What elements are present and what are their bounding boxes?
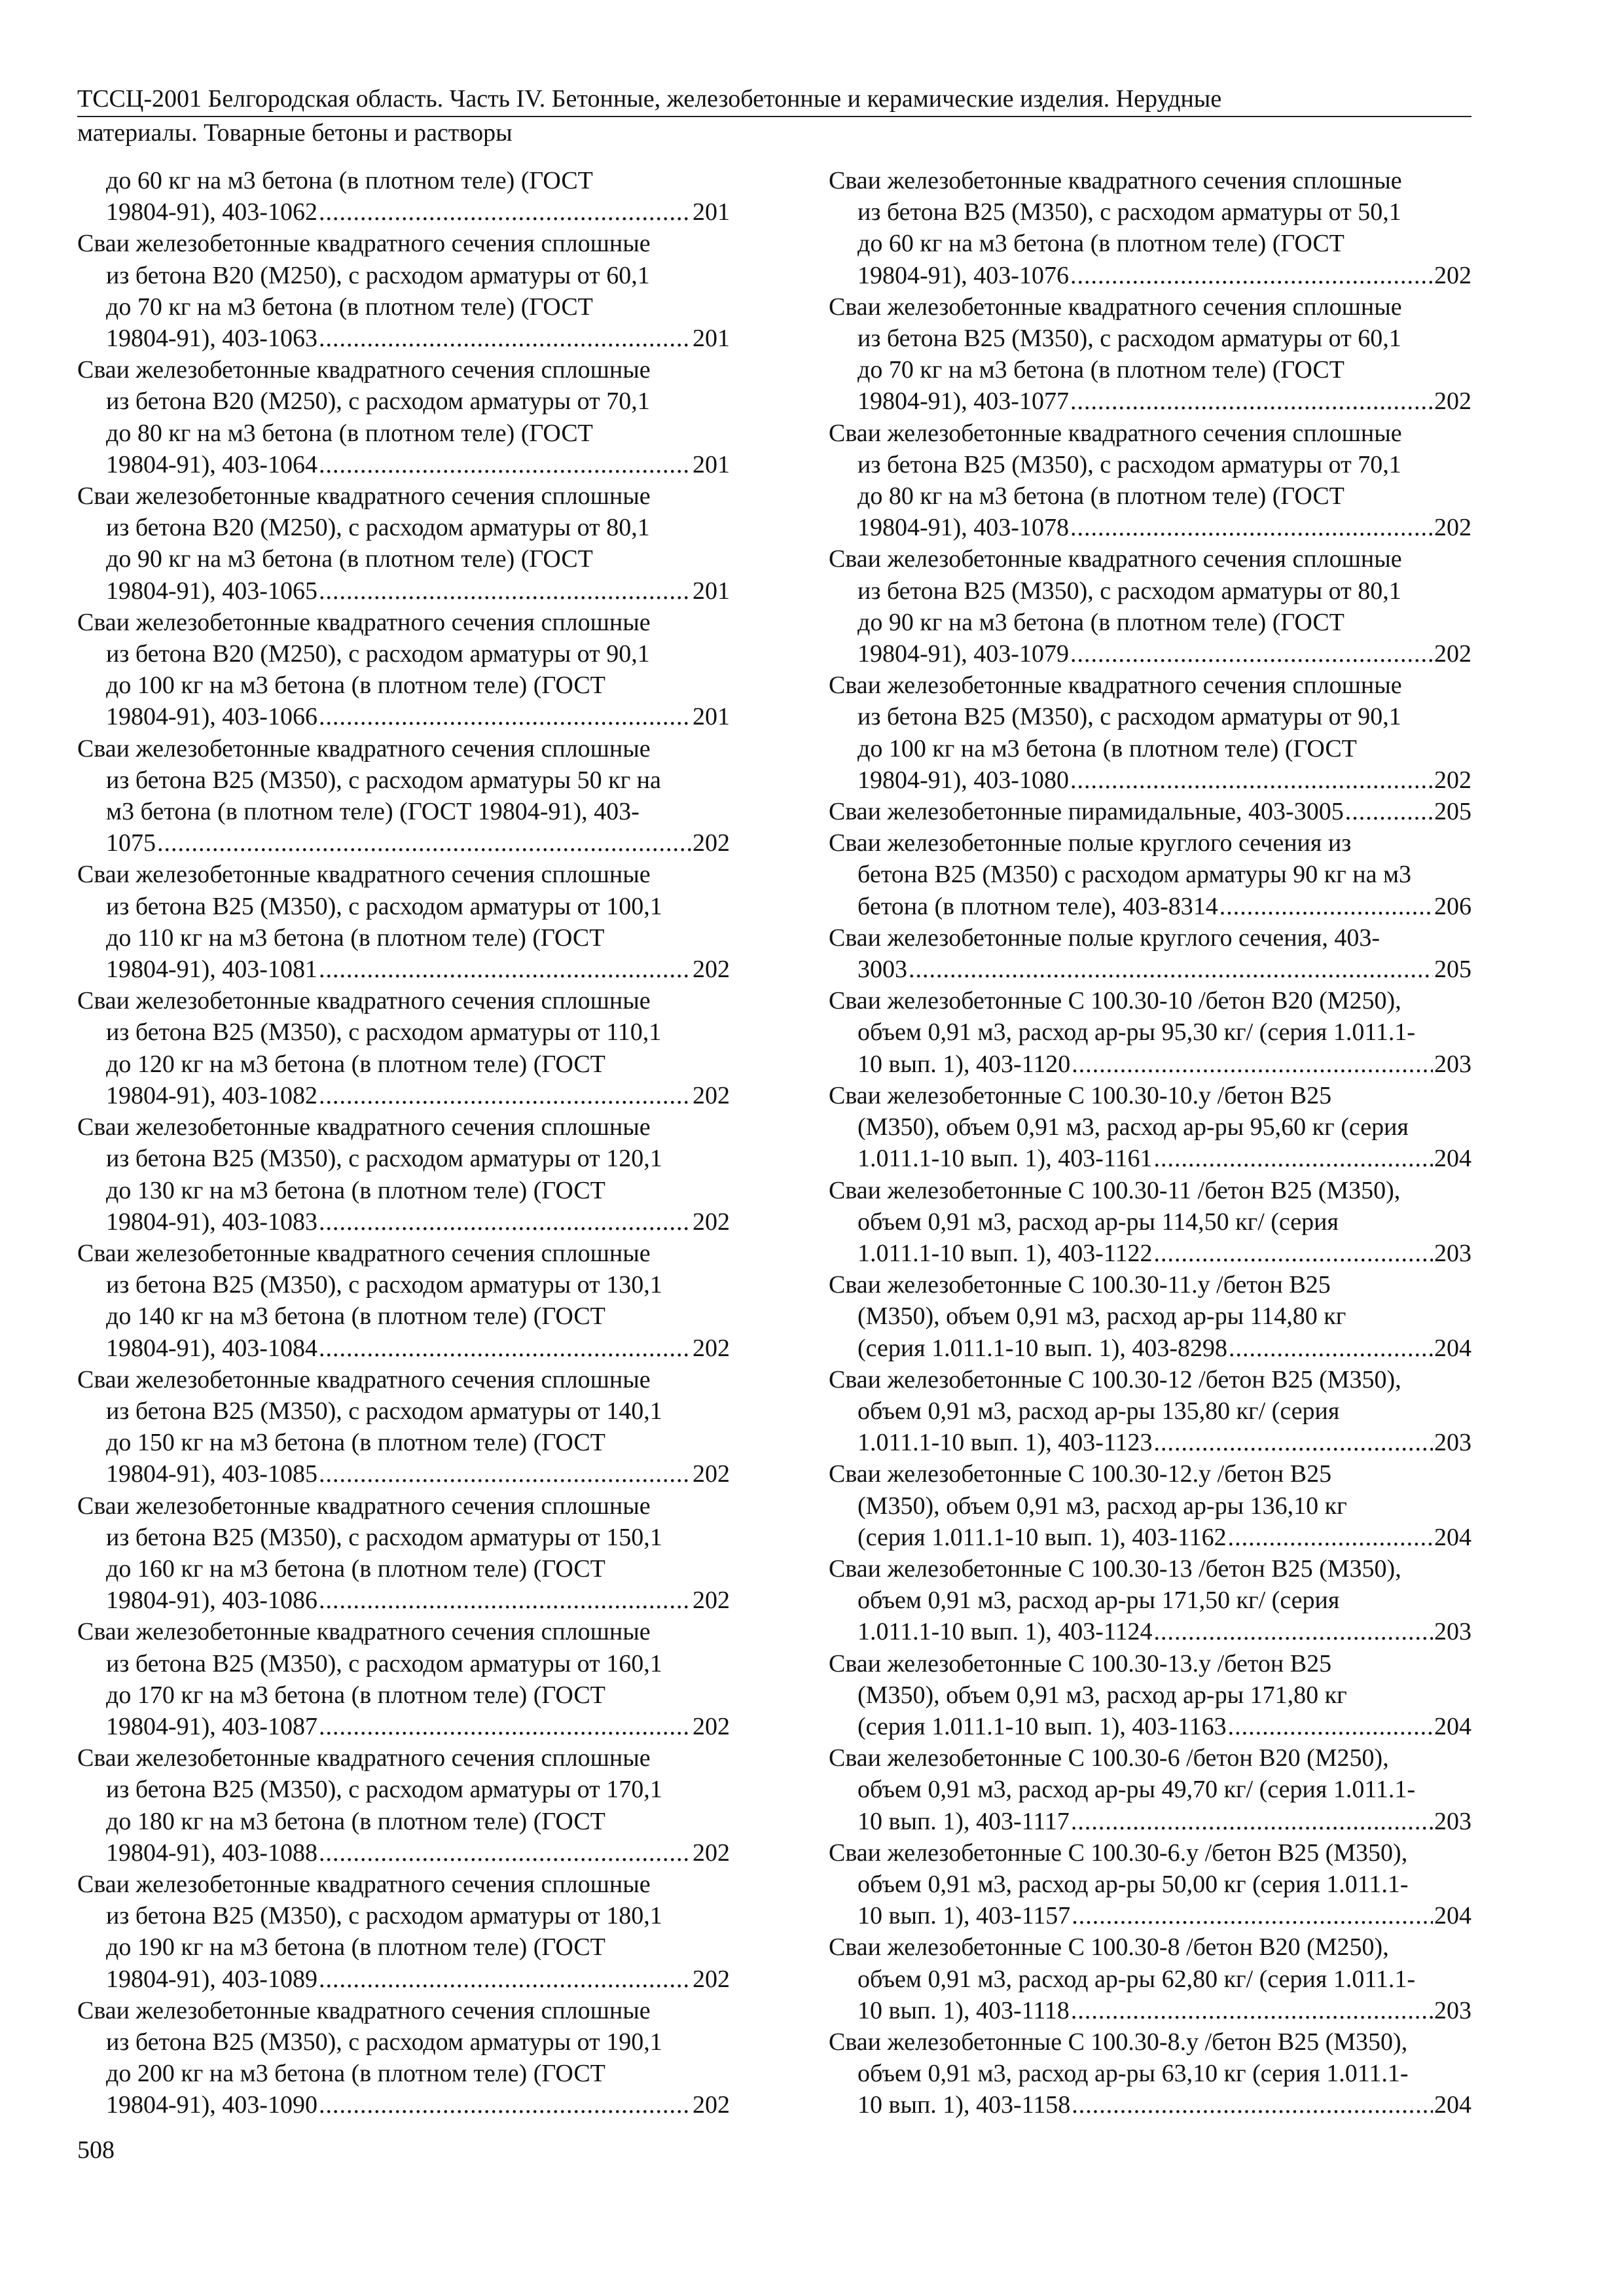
index-entry-line: Сваи железобетонные квадратного сечения сплошные [77,482,651,511]
index-entry-last-line [77,1206,730,1238]
index-entry [829,1837,1471,1932]
index-entry-line: бетона В25 (М350) с расходом арматуры 90 кг на м3 [857,861,1412,889]
index-entry-code: 19804-91), 403-1087 [106,1712,317,1740]
index-entry-page-ref: 205 [1434,798,1471,826]
index-entry-line: объем 0,91 м3, расход ар-ры 62,80 кг/ (серия 1.011.1- [857,1965,1416,1993]
index-entry-page-ref: 204 [1434,2091,1471,2119]
index-entry-last-line [829,1522,1471,1553]
index-entry [829,1742,1471,1837]
index-entry-page-ref: 203 [1434,1050,1471,1078]
index-entry [829,1458,1471,1553]
dot-leader [319,1964,691,1995]
index-entry [829,543,1471,670]
index-entry-line: Сваи железобетонные квадратного сечения сплошные [77,608,651,636]
index-entry-page-ref: 202 [693,1081,730,1109]
index-entry-line: до 100 кг на м3 бетона (в плотном теле) (ГОСТ [857,734,1357,762]
index-entry-line: Сваи железобетонные квадратного сечения сплошные [77,1365,651,1393]
index-entry-code: (серия 1.011.1-10 вып. 1), 403-1163 [857,1712,1227,1740]
index-entry-line: из бетона В25 (М350), с расходом арматуры от 80,1 [857,577,1401,605]
index-entry-line: из бетона В25 (М350), с расходом арматуры от 50,1 [857,198,1401,226]
index-entry-line: Сваи железобетонные квадратного сечения сплошные [829,167,1402,194]
index-entry-code: 19804-91), 403-1065 [106,577,317,605]
index-entry-last-line [77,1458,730,1490]
index-entry-code: 19804-91), 403-1086 [106,1587,317,1615]
index-entry-line: Сваи железобетонные квадратного сечения сплошные [77,1113,651,1141]
dot-leader [1070,512,1433,543]
index-entry-last-line [829,954,1471,985]
index-entry-page-ref: 204 [1434,1712,1471,1740]
index-entry-code: 19804-91), 403-1085 [106,1460,317,1488]
index-entry-last-line [829,512,1471,543]
index-entry-line: до 200 кг на м3 бетона (в плотном теле) (ГОСТ [106,2060,605,2088]
index-entry-page-ref: 204 [1434,1145,1471,1173]
index-entry [77,1111,730,1238]
index-entry-last-line [829,1049,1471,1080]
dot-leader [1228,1522,1433,1553]
index-entry-page-ref: 202 [693,1587,730,1615]
index-entry [77,354,730,480]
dot-leader [1219,891,1433,922]
index-entry-line: из бетона В25 (М350), с расходом арматуры от 190,1 [106,2028,662,2056]
header-rule [77,116,1471,117]
index-entry-line: до 170 кг на м3 бетона (в плотном теле) (ГОСТ [106,1681,605,1709]
index-entry-line: Сваи железобетонные квадратного сечения сплошные [77,1492,651,1520]
header-title-line2: материалы. Товарные бетоны и растворы [77,119,513,147]
index-entry-code: 19804-91), 403-1076 [857,261,1069,289]
index-entry-line: Сваи железобетонные квадратного сечения сплошные [829,293,1402,321]
index-entry-line: Сваи железобетонные квадратного сечения сплошные [77,1870,651,1898]
index-entry-line: Сваи железобетонные квадратного сечения сплошные [77,1744,651,1772]
index-entry-page-ref: 202 [1434,261,1471,289]
running-header [77,84,1471,149]
index-entry-code: 10 вып. 1), 403-1118 [857,1996,1070,2024]
index-entry-line: из бетона В20 (М250), с расходом арматуры от 60,1 [106,261,650,289]
index-entry-last-line [829,764,1471,796]
index-entry-line: из бетона В25 (М350), с расходом арматуры от 70,1 [857,450,1401,478]
index-entry [829,1175,1471,1270]
index-entry [77,985,730,1111]
dot-leader [1153,1143,1433,1174]
index-entry [77,1364,730,1490]
index-entry-line: Сваи железобетонные квадратного сечения сплошные [829,672,1402,700]
index-entry [77,1238,730,1364]
index-entry [829,1080,1471,1175]
index-entry-line: до 100 кг на м3 бетона (в плотном теле) (ГОСТ [106,672,605,700]
index-entry-page-ref: 202 [1434,640,1471,668]
index-entry-last-line [77,2089,730,2121]
index-entry-line: до 60 кг на м3 бетона (в плотном теле) (ГОСТ [106,167,593,194]
index-entry-code: 10 вып. 1), 403-1158 [857,2091,1071,2119]
index-entry-last-line [77,1964,730,1995]
index-entry-code: 19804-91), 403-1083 [106,1208,317,1236]
index-entry-last-line [77,1711,730,1742]
index-entry-line: объем 0,91 м3, расход ар-ры 171,50 кг/ (серия [857,1587,1340,1615]
index-entry-line: (М350), объем 0,91 м3, расход ар-ры 171,80 кг [857,1681,1347,1709]
index-entry-last-line [77,575,730,607]
index-entry [77,1742,730,1869]
index-entry-code: Сваи железобетонные пирамидальные, 403-3005 [829,798,1344,826]
index-entry-code: 10 вып. 1), 403-1117 [857,1807,1070,1835]
index-entry-line: Сваи железобетонные С 100.30-11.у /бетон В25 [829,1271,1331,1299]
index-entry-line: из бетона В25 (М350), с расходом арматуры от 110,1 [106,1018,662,1047]
index-entry-page-ref: 203 [1434,1996,1471,2024]
index-entry-code: 3003 [857,956,907,984]
index-entry-code: (серия 1.011.1-10 вып. 1), 403-8298 [857,1334,1228,1362]
index-entry-line: Сваи железобетонные С 100.30-11 /бетон В25 (М350), [829,1176,1401,1204]
dot-leader [1228,1711,1433,1742]
index-entry-line: из бетона В25 (М350), с расходом арматуры от 180,1 [106,1902,662,1930]
index-entry-line: Сваи железобетонные С 100.30-6.у /бетон В25 (М350), [829,1839,1408,1867]
index-entry-last-line [77,449,730,480]
index-entry-line: из бетона В25 (М350), с расходом арматуры от 140,1 [106,1397,662,1425]
index-entry [829,922,1471,985]
index-entry-line: до 150 кг на м3 бетона (в плотном теле) (ГОСТ [106,1429,605,1457]
index-entry-line: Сваи железобетонные квадратного сечения сплошные [77,987,651,1015]
index-entry [77,607,730,733]
dot-leader [319,1206,691,1238]
index-entry-last-line [77,1585,730,1616]
index-entry [77,1616,730,1742]
index-column-left [77,165,730,2121]
index-entry [829,1648,1471,1743]
index-entry-line: Сваи железобетонные квадратного сечения сплошные [77,1996,651,2024]
index-entry-line: до 80 кг на м3 бетона (в плотном теле) (ГОСТ [106,419,593,447]
index-entry-line: из бетона В25 (М350), с расходом арматуры от 130,1 [106,1271,662,1299]
index-entry-last-line [829,891,1471,922]
index-entry-line: из бетона В25 (М350), с расходом арматуры от 150,1 [106,1523,662,1551]
index-entry-code: 19804-91), 403-1082 [106,1081,317,1109]
index-entry-last-line [829,796,1471,827]
index-entry-line: из бетона В25 (М350), с расходом арматуры от 170,1 [106,1776,662,1804]
index-entry-page-ref: 202 [693,1839,730,1867]
index-entry-line: до 130 кг на м3 бетона (в плотном теле) (ГОСТ [106,1176,605,1204]
dot-leader [1070,764,1433,796]
index-entry-code: бетона (в плотном теле), 403-8314 [857,892,1218,920]
index-entry-line: (М350), объем 0,91 м3, расход ар-ры 114,80 кг [857,1302,1346,1331]
index-entry-line: Сваи железобетонные С 100.30-12.у /бетон В25 [829,1460,1332,1488]
index-entry-last-line [829,1427,1471,1458]
index-entry-line: из бетона В25 (М350), с расходом арматуры от 90,1 [857,703,1401,731]
index-entry-last-line [77,1080,730,1111]
index-entry-last-line [829,1711,1471,1742]
index-entry [829,1931,1471,2026]
index-entry-line: Сваи железобетонные квадратного сечения сплошные [77,861,651,889]
index-entry-line: Сваи железобетонные С 100.30-10 /бетон В20 (М250), [829,987,1401,1015]
dot-leader [319,2089,691,2121]
index-entry-last-line [829,2089,1471,2121]
dot-leader [1072,1049,1433,1080]
index-entry [77,733,730,859]
index-entry-line: до 180 кг на м3 бетона (в плотном теле) (ГОСТ [106,1807,605,1835]
dot-leader [1070,386,1433,417]
index-entry-last-line [829,260,1471,291]
index-entry-line: Сваи железобетонные полые круглого сечения, 403- [829,924,1380,952]
index-entry-page-ref: 204 [1434,1523,1471,1551]
dot-leader [1345,796,1433,827]
index-entry-page-ref: 206 [1434,892,1471,920]
dot-leader [319,954,691,985]
index-entry-page-ref: 201 [693,325,730,353]
index-entry-code: 19804-91), 403-1081 [106,956,317,984]
dot-leader [319,575,691,607]
index-entry [829,2026,1471,2121]
index-entry-page-ref: 202 [1434,514,1471,542]
index-entry-line: до 110 кг на м3 бетона (в плотном теле) (ГОСТ [106,924,605,952]
index-entry-page-ref: 203 [1434,1429,1471,1457]
index-entry-code: 1.011.1-10 вып. 1), 403-1161 [857,1145,1153,1173]
dot-leader [319,1711,691,1742]
index-entry-line: из бетона В25 (М350), с расходом арматуры от 60,1 [857,325,1401,353]
index-entry-code: 19804-91), 403-1064 [106,450,317,478]
page-number: 508 [77,2136,115,2164]
index-entry-line: из бетона В25 (М350), с расходом арматуры от 160,1 [106,1649,662,1677]
index-entry-line: Сваи железобетонные квадратного сечения сплошные [77,1618,651,1646]
index-entry-code: 1.011.1-10 вып. 1), 403-1124 [857,1618,1153,1646]
index-entry [77,1995,730,2121]
index-entry [77,480,730,607]
index-entry-page-ref: 202 [693,1208,730,1236]
dot-leader [1071,1995,1433,2026]
index-entry-page-ref: 202 [1434,387,1471,416]
index-entry-last-line [829,1143,1471,1174]
dot-leader [909,954,1433,985]
index-entry-code: 1075 [106,829,156,857]
dot-leader [319,701,691,732]
index-entry-code: 19804-91), 403-1080 [857,766,1069,794]
index-entry-line: до 80 кг на м3 бетона (в плотном теле) (ГОСТ [857,482,1344,511]
dot-leader [319,1837,691,1869]
index-entry-line: м3 бетона (в плотном теле) (ГОСТ 19804-91), 403- [106,798,640,826]
dot-leader [319,1585,691,1616]
index-entry-line: до 90 кг на м3 бетона (в плотном теле) (ГОСТ [106,545,593,573]
index-entry-line: до 60 кг на м3 бетона (в плотном теле) (ГОСТ [857,230,1344,258]
index-entry-line: Сваи железобетонные С 100.30-12 /бетон В25 (М350), [829,1365,1401,1393]
dot-leader [1070,260,1433,291]
index-entry-last-line [77,323,730,354]
index-entry-code: 10 вып. 1), 403-1120 [857,1050,1071,1078]
index-entry-code: 10 вып. 1), 403-1157 [857,1902,1071,1930]
dot-leader [319,449,691,480]
index-entry-page-ref: 202 [693,1460,730,1488]
index-entry-code: 19804-91), 403-1079 [857,640,1069,668]
index-entry [829,1553,1471,1648]
index-entry [829,796,1471,827]
index-entry-line: (М350), объем 0,91 м3, расход ар-ры 136,10 кг [857,1492,1347,1520]
index-entry-line: из бетона В25 (М350), с расходом арматуры от 120,1 [106,1145,662,1173]
index-entry-page-ref: 202 [693,1965,730,1993]
dot-leader [319,1333,691,1364]
index-entry-code: 19804-91), 403-1077 [857,387,1069,416]
index-entry-line: Сваи железобетонные С 100.30-6 /бетон В20 (М250), [829,1744,1389,1772]
dot-leader [1153,1238,1433,1269]
index-entry [77,1490,730,1617]
index-entry-last-line [829,386,1471,417]
index-entry [77,859,730,985]
index-entry-line: объем 0,91 м3, расход ар-ры 135,80 кг/ (серия [857,1397,1340,1425]
index-entry-page-ref: 201 [693,450,730,478]
index-entry-last-line [829,1806,1471,1837]
dot-leader [1229,1333,1433,1364]
index-entry-line: Сваи железобетонные С 100.30-8 /бетон В20 (М250), [829,1933,1389,1962]
index-entry-page-ref: 202 [693,829,730,857]
index-entry-line: до 120 кг на м3 бетона (в плотном теле) (ГОСТ [106,1050,605,1078]
index-entry-line: до 70 кг на м3 бетона (в плотном теле) (ГОСТ [106,293,593,321]
index-entry-line: из бетона В20 (М250), с расходом арматуры от 90,1 [106,640,650,668]
index-entry-line: до 160 кг на м3 бетона (в плотном теле) (ГОСТ [106,1554,605,1583]
index-entry-line: Сваи железобетонные С 100.30-13.у /бетон В25 [829,1649,1332,1677]
index-entry-code: 19804-91), 403-1062 [106,198,317,226]
index-entry-page-ref: 203 [1434,1618,1471,1646]
index-entry-line: объем 0,91 м3, расход ар-ры 114,50 кг/ (серия [857,1208,1339,1236]
index-entry-line: Сваи железобетонные квадратного сечения сплошные [77,356,651,384]
index-entry-last-line [77,1333,730,1364]
index-entry-page-ref: 204 [1434,1902,1471,1930]
index-entry-line: до 140 кг на м3 бетона (в плотном теле) (ГОСТ [106,1302,605,1331]
index-entry-page-ref: 203 [1434,1807,1471,1835]
index-entry-last-line [829,1616,1471,1647]
index-entry-page-ref: 202 [693,1712,730,1740]
dot-leader [1153,1427,1433,1458]
index-entry-code: (серия 1.011.1-10 вып. 1), 403-1162 [857,1523,1227,1551]
index-entry-code: 19804-91), 403-1090 [106,2091,317,2119]
dot-leader [319,196,691,228]
dot-leader [1153,1616,1433,1647]
index-entry [829,418,1471,544]
index-entry-page-ref: 202 [693,2091,730,2119]
dot-leader [1071,1806,1433,1837]
dot-leader [319,323,691,354]
index-entry-code: 19804-91), 403-1066 [106,703,317,731]
index-entry-last-line [77,701,730,732]
index-entry-line: Сваи железобетонные квадратного сечения сплошные [77,734,651,762]
index-entry-line: (М350), объем 0,91 м3, расход ар-ры 95,60 кг (серия [857,1113,1409,1141]
index-entry-line: до 90 кг на м3 бетона (в плотном теле) (ГОСТ [857,608,1344,636]
dot-leader [1070,638,1433,670]
index-entry-line: Сваи железобетонные квадратного сечения сплошные [829,419,1402,447]
dot-leader [157,827,691,859]
index-entry-code: 1.011.1-10 вып. 1), 403-1123 [857,1429,1153,1457]
index-entry-line: Сваи железобетонные квадратного сечения сплошные [77,230,651,258]
index-entry-line: из бетона В20 (М250), с расходом арматуры от 80,1 [106,514,650,542]
index-entry [77,165,730,228]
index-entry-line: Сваи железобетонные С 100.30-8.у /бетон В25 (М350), [829,2028,1408,2056]
index-entry-page-ref: 202 [693,956,730,984]
index-entry-line: Сваи железобетонные полые круглого сечения из [829,829,1352,857]
dot-leader [319,1080,691,1111]
index-entry-line: Сваи железобетонные квадратного сечения сплошные [829,545,1402,573]
index-entry [829,1364,1471,1459]
index-entry-code: 19804-91), 403-1063 [106,325,317,353]
index-entry-page-ref: 202 [693,1334,730,1362]
index-entry-line: объем 0,91 м3, расход ар-ры 49,70 кг/ (серия 1.011.1- [857,1776,1416,1804]
index-entry-line: из бетона В25 (М350), с расходом арматуры 50 кг на [106,766,661,794]
index-entry-last-line [77,196,730,228]
index-entry-line: из бетона В25 (М350), с расходом арматуры от 100,1 [106,892,662,920]
index-entry-last-line [829,1995,1471,2026]
index-entry-line: объем 0,91 м3, расход ар-ры 63,10 кг (серия 1.011.1- [857,2060,1409,2088]
index-entry-last-line [829,1333,1471,1364]
index-entry [829,1269,1471,1364]
dot-leader [1072,1900,1433,1931]
index-entry-line: до 70 кг на м3 бетона (в плотном теле) (ГОСТ [857,356,1344,384]
index-entry-last-line [829,638,1471,670]
dot-leader [319,1458,691,1490]
index-entry-code: 19804-91), 403-1084 [106,1334,317,1362]
index-entry [829,165,1471,291]
index-entry [829,827,1471,922]
index-entry-page-ref: 204 [1434,1334,1471,1362]
index-entry-page-ref: 202 [1434,766,1471,794]
index-entry-page-ref: 201 [693,198,730,226]
index-entry-code: 1.011.1-10 вып. 1), 403-1122 [857,1239,1153,1267]
index-entry-last-line [77,827,730,859]
index-entry-line: из бетона В20 (М250), с расходом арматуры от 70,1 [106,387,650,416]
header-title-line1: ТССЦ-2001 Белгородская область. Часть IV. Бетонные, железобетонные и керамические изделия. Нерудные [77,85,1222,113]
index-entry-code: 19804-91), 403-1089 [106,1965,317,1993]
index-entry-line: Сваи железобетонные С 100.30-10.у /бетон В25 [829,1081,1332,1109]
index-entry-page-ref: 201 [693,703,730,731]
index-entry [829,670,1471,796]
index-entry-last-line [829,1900,1471,1931]
index-entry-page-ref: 205 [1434,956,1471,984]
index-entry-line: Сваи железобетонные С 100.30-13 /бетон В25 (М350), [829,1554,1401,1583]
index-column-right [829,165,1471,2121]
index-entry-line: объем 0,91 м3, расход ар-ры 50,00 кг (серия 1.011.1- [857,1870,1409,1898]
index-entry-code: 19804-91), 403-1088 [106,1839,317,1867]
index-entry [829,291,1471,418]
index-entry-line: до 190 кг на м3 бетона (в плотном теле) (ГОСТ [106,1933,605,1962]
index-entry-code: 19804-91), 403-1078 [857,514,1069,542]
index-entry-last-line [77,954,730,985]
index-entry-last-line [77,1837,730,1869]
index-entry-last-line [829,1238,1471,1269]
index-entry-page-ref: 201 [693,577,730,605]
index-entry-page-ref: 203 [1434,1239,1471,1267]
index-entry [77,1869,730,1995]
dot-leader [1072,2089,1433,2121]
index-entry-line: объем 0,91 м3, расход ар-ры 95,30 кг/ (серия 1.011.1- [857,1018,1416,1047]
index-entry [77,228,730,354]
index-entry-line: Сваи железобетонные квадратного сечения сплошные [77,1239,651,1267]
index-entry [829,985,1471,1080]
